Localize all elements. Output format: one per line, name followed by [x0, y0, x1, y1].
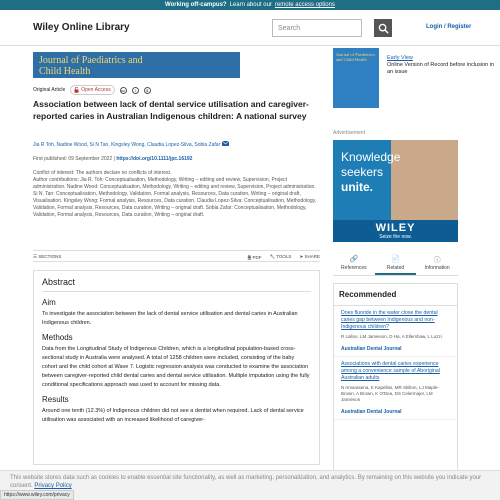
remote-access-bold: Working off-campus? — [165, 2, 227, 8]
author-notes — [33, 170, 318, 219]
methods-text: Data from the Longitudinal Study of Indigenous Children, which is a longitudinal population-based cross-sectional study in Australia were analysed. A total of 1258 children were included, consisting of the baby cohort and the child cohort at Wave 7. Logistic regression analysis was conducted to examine the association between caregiver-reported child dental caries and dental service utilisation. Multiple imputation using the fully conditional specifications approach was used to account for missing data. — [42, 346, 310, 388]
abstract-heading: Abstract — [42, 277, 311, 292]
recommended-heading: Recommended — [334, 284, 457, 306]
results-text: Around one tenth (12.3%) of Indigenous children did not see a dentist when required. Lack of dental service utilisation was associated with an increased likelihood of caregiver- — [42, 408, 304, 423]
pdf-label: PDF — [252, 255, 262, 260]
recommended-panel — [333, 283, 458, 473]
article-title: Association between lack of dental service utilisation and caregiver-reported caries in Australian Indigenous children: A national survey — [33, 99, 309, 121]
sidebar-tabs — [333, 252, 458, 276]
journal-banner-line1: Journal of Paediatrics and — [39, 55, 143, 66]
advertisement[interactable] — [333, 140, 458, 242]
pdf-icon: 🗎 — [247, 255, 252, 260]
share-label: SHARE — [304, 254, 320, 259]
aim-text: To investigate the association between the lack of dental service utilisation and dental caries in Australian Indigenous children. — [42, 311, 298, 326]
ad-brand-bar — [333, 220, 458, 242]
remote-access-link[interactable]: remote access options — [274, 2, 335, 8]
privacy-policy-link[interactable]: Privacy Policy — [34, 483, 72, 489]
site-header — [0, 10, 500, 46]
status-bar-url: https://www.wiley.com/privacy — [0, 490, 74, 500]
journal-cover[interactable] — [333, 48, 379, 108]
share-icon: ➤ — [299, 254, 304, 259]
remote-access-text: Learn about our — [229, 2, 272, 8]
conflict-of-interest: Conflict of interest: The authors declare no conflicts of interest. — [33, 170, 172, 176]
early-view-link[interactable]: Early View — [387, 55, 413, 61]
article-type: Original Article — [33, 87, 66, 93]
publication-info: First published: 09 September 2022 | https://doi.org/10.1111/jpc.16192 — [33, 156, 193, 162]
journal-banner-line2: Child Health — [39, 66, 91, 77]
open-access-badge — [70, 85, 114, 95]
first-published-label: First published: — [33, 156, 67, 162]
open-lock-icon — [74, 87, 79, 93]
author-list[interactable] — [33, 141, 229, 148]
tab-information[interactable] — [416, 252, 458, 275]
ad-brand: WILEY — [375, 222, 416, 234]
list-item — [334, 306, 457, 357]
cover-title: Journal of Paediatrics and Child Health — [336, 52, 375, 62]
author-contributions: Author contributions: Jia R. Toh: Conceptualisation, Methodology, Writing – editing and review, Supervision, Project administration. Nadine Wood: Conceptualisation, Methodology, Writing – editing and review, Supervision, Project administration. Si N. Tan: Conceptualisation, Methodology, Validation, Formal analysis, Resources, Data curation, Writing – original draft, Visualisation. Kingsley Wong: Formal analysis, Resources, Data curation. Claudia Lopez-Silva: Conceptualisation, Methodology, Validation, Formal analysis, Resources, Data curation, Writing – original draft. Sobia Zafar: Conceptualisation, Methodology, Validation, Formal analysis, Resources, Data curation, Writing – original draft. — [33, 177, 317, 218]
doi-link[interactable]: https://doi.org/10.1111/jpc.16192 — [116, 156, 193, 162]
abstract-section — [33, 270, 320, 465]
recommended-authors: N Amarasena, K Kapellas, MR Skilton, LJ Maple-Brown, A Brown, K O'Dea, DS Celermajer, LM Jamieson — [341, 385, 439, 402]
search-input[interactable]: Search — [272, 19, 362, 37]
cc-icon: cc — [121, 87, 126, 93]
menu-icon: ☰ — [33, 254, 38, 259]
ad-photo — [391, 140, 458, 220]
tab-related[interactable] — [375, 252, 417, 275]
recommended-journal[interactable]: Australian Dental Journal — [341, 346, 402, 352]
recommended-title[interactable]: Does fluoride in the water close the dental caries gap between Indigenous and non-Indigenous children? — [341, 310, 438, 330]
ad-headline — [341, 150, 400, 180]
cookie-banner — [0, 470, 500, 500]
ad-line3: unite. — [341, 180, 373, 194]
remote-access-banner — [0, 0, 500, 10]
cookie-message — [10, 474, 490, 490]
journal-banner[interactable] — [33, 52, 240, 78]
aim-heading: Aim — [42, 298, 56, 307]
search-button[interactable] — [374, 19, 392, 37]
article-toolbar — [33, 250, 320, 262]
tab-references[interactable] — [333, 252, 375, 275]
info-icon: ⓘ — [433, 257, 441, 264]
recommended-authors: R Lalloo, LM Jamieson, D Ha, A Ellershaw, L Luzzi — [341, 334, 442, 339]
first-published-date: 09 September 2022 — [68, 156, 113, 162]
sections-menu[interactable] — [33, 254, 61, 260]
wrench-icon: 🔧 — [269, 254, 276, 259]
advertisement-label: Advertisement — [333, 130, 365, 136]
open-access-label: Open Access — [81, 87, 111, 93]
tab-related-label: Related — [386, 265, 405, 271]
document-icon: 📄 — [391, 256, 400, 263]
recommended-title[interactable]: Associations with dental caries experience among a convenience sample of Aboriginal Australian adults — [341, 361, 440, 381]
recommended-journal[interactable]: Australian Dental Journal — [341, 409, 402, 415]
by-icon: i — [132, 87, 139, 94]
ad-line2: seekers — [341, 165, 384, 179]
early-view-desc: Online Version of Record before inclusion in an issue — [387, 62, 495, 75]
search-icon — [378, 23, 389, 34]
tools-button[interactable] — [269, 254, 291, 262]
envelope-icon[interactable] — [222, 141, 229, 146]
nc-icon: $ — [144, 87, 151, 94]
author-names[interactable]: Jia R Toh, Nadine Wood, Si N Tan, Kingsley Wong, Claudia Lopez-Silva, Sobia Zafar — [33, 142, 221, 148]
article-meta — [33, 85, 151, 95]
link-icon: 🔗 — [349, 256, 359, 263]
cookie-text: This website stores data such as cookies to enable essential site functionality, as well as marketing, personalization, and analytics. By remaining on this website you indicate your consent. — [10, 475, 482, 489]
list-item — [334, 357, 457, 420]
methods-heading: Methods — [42, 333, 73, 342]
tab-references-label: References — [341, 265, 367, 271]
early-view-info — [387, 55, 500, 76]
sections-label: SECTIONS — [38, 254, 62, 259]
results-heading: Results — [42, 395, 69, 404]
pdf-button[interactable] — [248, 254, 262, 262]
site-logo[interactable]: Wiley Online Library — [33, 22, 130, 33]
share-button[interactable] — [299, 254, 320, 262]
tools-label: TOOLS — [276, 254, 292, 259]
ad-line1: Knowledge — [341, 150, 401, 164]
tab-information-label: Information — [424, 265, 450, 271]
ad-tagline: Seize the now. — [379, 234, 412, 240]
login-register-link[interactable]: Login / Register — [426, 24, 472, 30]
